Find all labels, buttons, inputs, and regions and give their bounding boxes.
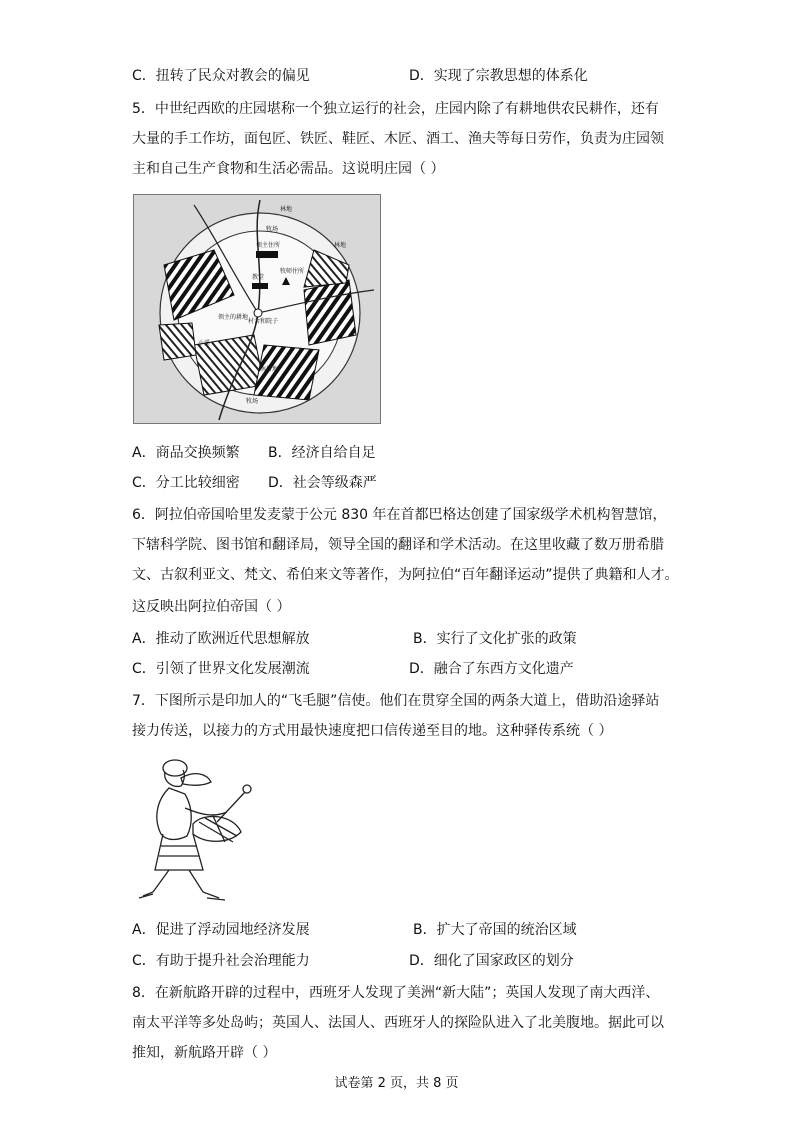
map-label-lord-land: 领主的耕地	[218, 314, 249, 321]
page-footer: 试卷第 2 页，共 8 页	[334, 1076, 459, 1091]
q7-stem-line-1: 7．下图所示是印加人的“飞毛腿”信使。他们在贯穿全国的两条大道上，借助沿途驿站	[132, 693, 660, 709]
q7-option-c[interactable]: C．有助于提升社会治理能力	[132, 953, 310, 969]
map-label-stream: 小溪	[198, 340, 211, 347]
q7-option-a[interactable]: A．促进了浮动园地经济发展	[132, 922, 310, 938]
map-label-pasture-top: 牧场	[266, 226, 279, 233]
q5-stem-line-1: 5．中世纪西欧的庄园堪称一个独立运行的社会，庄园内除了有耕地供农民耕作，还有	[132, 101, 659, 117]
map-label-pasture-bottom: 牧场	[246, 398, 259, 405]
q4-option-d[interactable]: D．实现了宗教思想的体系化	[409, 68, 588, 84]
q6-stem-line-4: 这反映出阿拉伯帝国（ ）	[132, 599, 291, 615]
q6-option-c[interactable]: C．引领了世界文化发展潮流	[132, 661, 310, 677]
q4-option-c[interactable]: C．扭转了民众对教会的偏见	[132, 68, 310, 84]
q5-stem-line-3: 主和自己生产食物和生活必需品。这说明庄园（ ）	[132, 161, 445, 177]
map-label-lord-house: 领主住所	[256, 242, 281, 249]
q8-stem-line-2: 南太平洋等多处岛屿；英国人、法国人、西班牙人的探险队进入了北美腹地。据此可以	[132, 1015, 664, 1031]
q7-option-d[interactable]: D．细化了国家政区的划分	[409, 953, 574, 969]
q7-stem-line-2: 接力传送，以接力的方式用最快速度把口信传递至目的地。这种驿传系统（ ）	[132, 723, 613, 739]
q6-stem-line-2: 下辖科学院、图书馆和翻译局，领导全国的翻译和学术活动。在这里收藏了数万册希腊	[132, 537, 664, 553]
q5-option-c[interactable]: C．分工比较细密	[132, 475, 240, 491]
map-label-forest-top: 林地	[280, 206, 293, 213]
q5-option-d[interactable]: D．社会等级森严	[268, 475, 377, 491]
map-label-forest-right: 林地	[334, 242, 347, 249]
map-label-church: 教堂	[252, 274, 265, 281]
manor-map-illustration	[134, 195, 380, 423]
q5-stem-line-2: 大量的手工作坊，面包匠、铁匠、鞋匠、木匠、酒工、渔夫等每日劳作，负责为庄园领	[132, 131, 664, 147]
manor-map-figure	[133, 194, 381, 424]
q5-option-a[interactable]: A．商品交换频繁	[132, 445, 240, 461]
q6-option-d[interactable]: D．融合了东西方文化遗产	[409, 661, 574, 677]
q7-option-b[interactable]: B．扩大了帝国的统治区域	[413, 922, 577, 938]
map-label-south-field: 南耕地	[260, 366, 279, 373]
q5-option-b[interactable]: B．经济自给自足	[268, 445, 376, 461]
inca-messenger-figure	[133, 752, 263, 902]
q6-stem-line-3: 文、古叙利亚文、梵文、希伯来文等著作，为阿拉伯“百年翻译运动”提供了典籍和人才。	[132, 567, 679, 583]
inca-messenger-illustration	[133, 752, 263, 902]
q8-stem-line-3: 推知，新航路开辟（ ）	[132, 1045, 277, 1061]
q8-stem-line-1: 8．在新航路开辟的过程中，西班牙人发现了美洲“新大陆”；英国人发现了南大西洋、	[132, 985, 660, 1001]
q6-option-a[interactable]: A．推动了欧洲近代思想解放	[132, 631, 310, 647]
q6-option-b[interactable]: B．实行了文化扩张的政策	[413, 631, 577, 647]
map-label-village: 村舍和院子	[248, 318, 279, 325]
q6-stem-line-1: 6．阿拉伯帝国哈里发麦蒙于公元 830 年在首都巴格达创建了国家级学术机构智慧馆，	[132, 507, 667, 523]
map-label-priest-house: 牧师住所	[280, 268, 305, 275]
